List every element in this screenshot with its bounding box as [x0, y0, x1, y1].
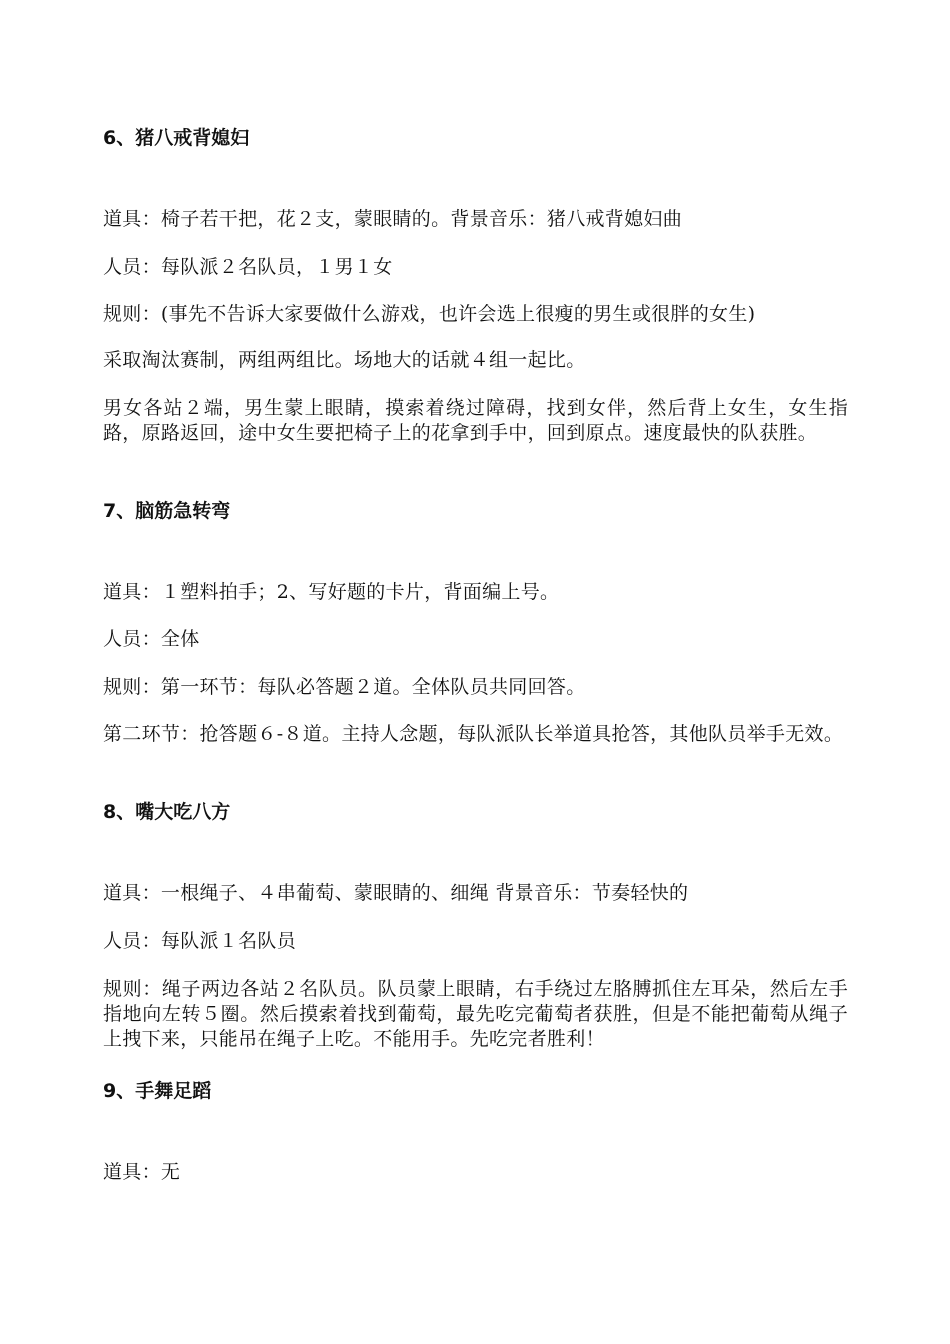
section-6-title: 6、猪八戒背媳妇	[103, 127, 250, 149]
section-9-props: 道具：无	[103, 1161, 181, 1183]
section-6-people: 人员：每队派２名队员，１男１女	[103, 256, 393, 278]
section-6-props: 道具：椅子若干把，花２支，蒙眼睛的。背景音乐：猪八戒背媳妇曲	[103, 208, 683, 230]
section-7-rules-round-2: 第二环节：抢答题６-８道。主持人念题，每队派队长举道具抢答，其他队员举手无效。	[103, 723, 844, 745]
section-6-rules-format: 采取淘汰赛制，两组两组比。场地大的话就４组一起比。	[103, 349, 586, 371]
section-7-people: 人员：全体	[103, 628, 200, 650]
section-8-props: 道具：一根绳子、４串葡萄、蒙眼睛的、细绳 背景音乐：节奏轻快的	[103, 882, 689, 904]
section-7-title: 7、脑筋急转弯	[103, 500, 231, 522]
section-7-rules-round-1: 规则：第一环节：每队必答题２道。全体队员共同回答。	[103, 676, 586, 698]
section-7-props: 道具：１塑料拍手；2、写好题的卡片，背面编上号。	[103, 581, 560, 603]
section-8-rules: 规则：绳子两边各站２名队员。队员蒙上眼睛，右手绕过左胳膊抓住左耳朵，然后左手指地向左转５圈。然后摸索着找到葡萄，最先吃完葡萄者获胜，但是不能把葡萄从绳子上拽下来，只能吊在绳子上吃。不能用手。先吃完者胜利！	[103, 978, 848, 1050]
section-8-people: 人员：每队派１名队员	[103, 930, 297, 952]
section-6-rules-intro: 规则：(事先不告诉大家要做什么游戏，也许会选上很瘦的男生或很胖的女生)	[103, 303, 756, 325]
section-6-rules-detail: 男女各站２端，男生蒙上眼睛，摸索着绕过障碍，找到女伴，然后背上女生，女生指路，原路返回，途中女生要把椅子上的花拿到手中，回到原点。速度最快的队获胜。	[103, 397, 848, 444]
section-9-title: 9、手舞足蹈	[103, 1080, 212, 1102]
section-8-title: 8、嘴大吃八方	[103, 801, 231, 823]
